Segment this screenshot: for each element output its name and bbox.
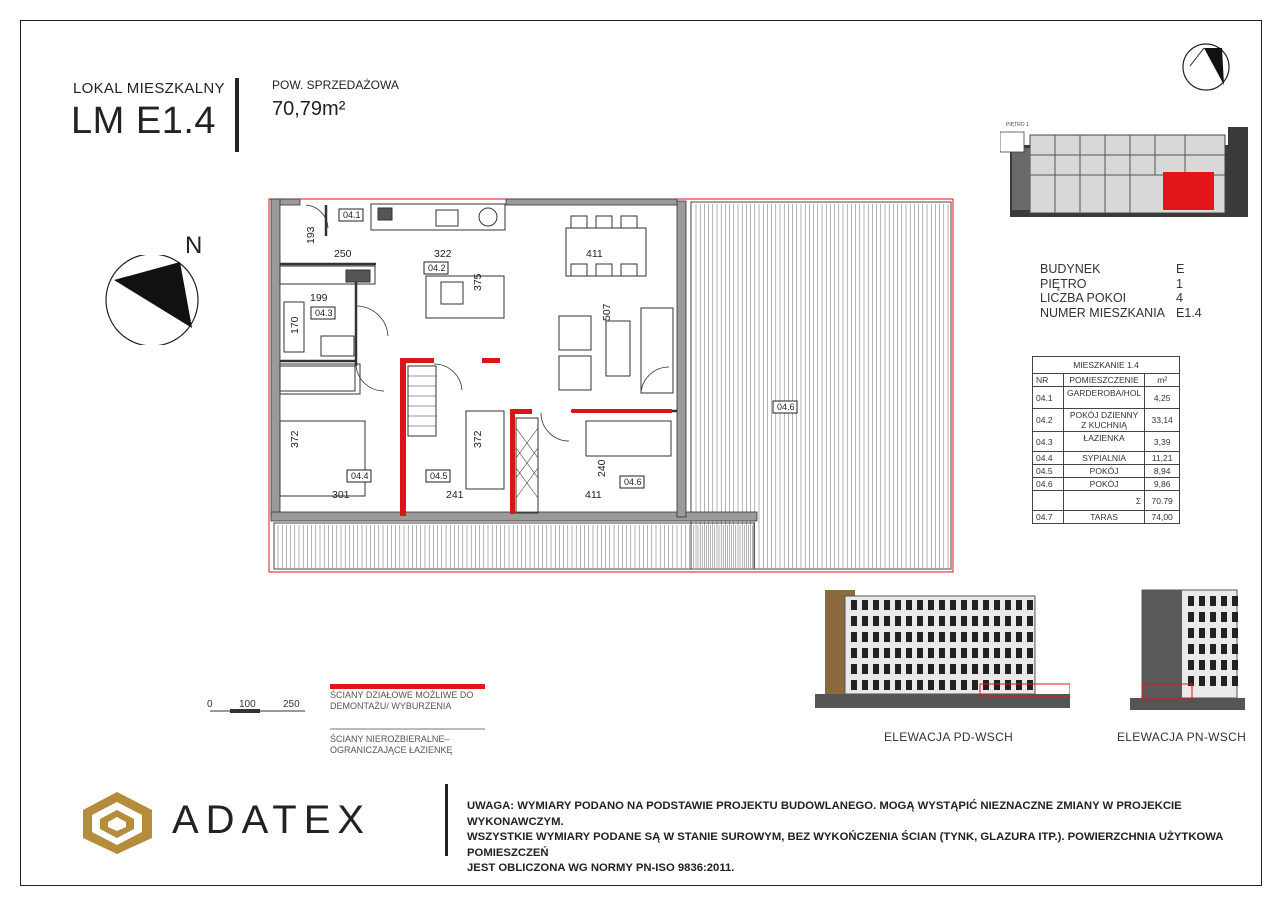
table-cell-nr: 04.1 xyxy=(1033,387,1064,409)
table-header-name: POMIESZCZENIE xyxy=(1064,374,1145,387)
dim-label: 301 xyxy=(332,489,350,501)
room-label: 04.6 xyxy=(624,477,642,487)
note-line: JEST OBLICZONA WG NORMY PN-ISO 9836:2011. xyxy=(467,862,735,874)
scale-bar xyxy=(205,696,315,718)
room-label: 04.6 xyxy=(777,402,795,412)
table-header-area: m² xyxy=(1145,374,1180,387)
table-cell-area: 4,25 xyxy=(1145,387,1180,409)
north-arrow-main-icon xyxy=(100,255,205,345)
legend-red-swatch xyxy=(330,684,485,689)
room-label: 04.5 xyxy=(430,471,448,481)
info-key: PIĘTRO xyxy=(1040,276,1087,291)
table-cell-name: POKÓJ DZIENNY Z KUCHNIĄ xyxy=(1064,409,1145,432)
dim-label: 241 xyxy=(446,489,464,501)
legend-gray-swatch xyxy=(330,728,485,730)
north-arrow-small-icon xyxy=(1182,40,1232,92)
table-cell-area: 3,39 xyxy=(1145,432,1180,452)
dim-label: 193 xyxy=(305,226,317,244)
table-header-nr: NR xyxy=(1033,374,1064,387)
scale-label: 250 xyxy=(283,699,300,710)
table-cell-name: POKÓJ xyxy=(1064,478,1145,491)
table-sum-value: 70.79 xyxy=(1145,491,1180,511)
table-cell-nr: 04.6 xyxy=(1033,478,1064,491)
floor-plan xyxy=(266,196,956,576)
unit-code-title: LM E1.4 xyxy=(71,100,217,142)
table-title: MIESZKANIE 1.4 xyxy=(1033,357,1180,374)
rooms-area-table xyxy=(1032,356,1180,524)
legend-text-1: ŚCIANY DZIAŁOWE MOŻLIWE DO DEMONTAŻU/ WYBURZENIA xyxy=(330,690,474,711)
note-line: UWAGA: WYMIARY PODANO NA PODSTAWIE PROJEKTU BUDOWLANEGO. MOGĄ WYSTĄPIĆ NIEZNACZNE ZMIANY W PROJEKCIE WYKONAWCZYM. xyxy=(467,800,1182,828)
room-label: 04.3 xyxy=(315,308,333,318)
dim-label: 375 xyxy=(472,273,484,291)
legend-text-2: ŚCIANY NIEROZBIERALNE–OGRANICZAJĄCE ŁAZIENKĘ xyxy=(330,734,453,755)
table-cell-name: ŁAZIENKA xyxy=(1064,432,1145,452)
table-cell-name: TARAS xyxy=(1064,511,1145,524)
info-value: E xyxy=(1176,262,1185,276)
table-cell-nr: 04.5 xyxy=(1033,465,1064,478)
dim-label: 372 xyxy=(289,430,301,448)
table-cell-area: 74,00 xyxy=(1145,511,1180,524)
elevation-pd-wsch-drawing xyxy=(815,586,1070,726)
unit-type-title: LOKAL MIESZKALNY xyxy=(73,80,225,97)
table-cell-area: 9,86 xyxy=(1145,478,1180,491)
table-cell-area: 33,14 xyxy=(1145,409,1180,432)
table-cell-name: GARDEROBA/HOL xyxy=(1064,387,1145,409)
table-cell-area: 8,94 xyxy=(1145,465,1180,478)
dim-label: 372 xyxy=(472,430,484,448)
info-key: LICZBA POKOI xyxy=(1040,291,1127,305)
disclaimer-note xyxy=(467,799,1257,877)
key-plan xyxy=(1000,120,1252,220)
dim-label: 250 xyxy=(334,248,352,260)
dim-label: 322 xyxy=(434,248,452,260)
table-cell-area: 11,21 xyxy=(1145,452,1180,465)
dim-label: 199 xyxy=(310,292,328,304)
brand-name: ADATEX xyxy=(172,798,372,842)
table-cell-nr: 04.4 xyxy=(1033,452,1064,465)
sales-area-value: 70,79m² xyxy=(272,98,346,120)
info-value: 4 xyxy=(1176,291,1183,305)
scale-label: 0 xyxy=(207,699,213,710)
table-cell-name: POKÓJ xyxy=(1064,465,1145,478)
table-cell-nr: 04.2 xyxy=(1033,409,1064,432)
adatex-logo-icon xyxy=(80,790,155,856)
info-key: BUDYNEK xyxy=(1040,262,1101,276)
room-label: 04.1 xyxy=(343,210,361,220)
table-cell-nr: 04.7 xyxy=(1033,511,1064,524)
room-label: 04.4 xyxy=(351,471,369,481)
table-sum-symbol: Σ xyxy=(1064,491,1145,511)
dim-label: 411 xyxy=(586,248,603,260)
room-label: 04.2 xyxy=(428,263,446,273)
sales-area-label: POW. SPRZEDAŻOWA xyxy=(272,78,399,92)
dim-label: 411 xyxy=(585,489,602,501)
dim-label: 507 xyxy=(601,303,613,321)
north-letter: N xyxy=(185,232,203,259)
table-cell-name: SYPIALNIA xyxy=(1064,452,1145,465)
info-value: E1.4 xyxy=(1176,305,1202,320)
dim-label: 170 xyxy=(289,316,301,334)
info-value: 1 xyxy=(1176,276,1183,291)
footer-divider xyxy=(445,784,448,856)
key-plan-highlight xyxy=(1163,172,1214,210)
building-info xyxy=(1040,262,1210,320)
elevation-pn-wsch-drawing xyxy=(1130,586,1245,726)
dim-label: 240 xyxy=(596,459,608,477)
table-cell-nr: 04.3 xyxy=(1033,432,1064,452)
scale-label: 100 xyxy=(239,699,256,710)
elevation-left-label: ELEWACJA PD-WSCH xyxy=(884,730,1014,744)
title-divider xyxy=(235,78,239,152)
key-plan-label: PIĘTRO 1 xyxy=(1006,122,1029,128)
elevation-right-label: ELEWACJA PN-WSCH xyxy=(1117,730,1247,744)
info-key: NUMER MIESZKANIA xyxy=(1040,305,1166,320)
note-line: WSZYSTKIE WYMIARY PODANE SĄ W STANIE SUROWYM, BEZ WYKOŃCZENIA ŚCIAN (TYNK, GLAZURA ITP.). POWIERZCHNIA UŻYTKOWA POMIESZCZEŃ xyxy=(467,831,1224,859)
